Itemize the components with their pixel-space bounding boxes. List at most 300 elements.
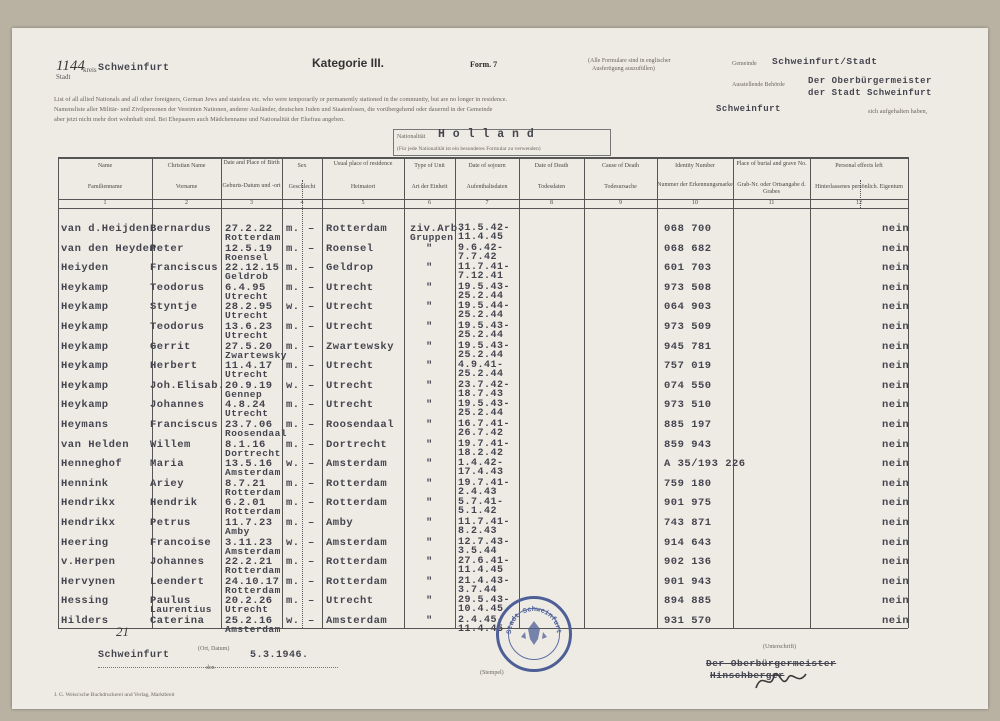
cell-sex-dash: – [308,536,315,549]
behoerde-line1: Der Oberbürgermeister [808,76,932,86]
col-header-num: 10 [692,200,698,206]
cell-sex-dash: – [308,379,315,392]
cell-sex: m. [286,399,300,412]
cell-sex: m. [286,360,300,373]
cell-unit-type: " [426,517,433,529]
cell-sojourn-from: 19.7.41- [458,477,511,489]
cell-identity-number: 601 703 [664,262,712,275]
col-header-de: Familienname [87,184,123,190]
cell-birth-place: Rotterdam [225,584,281,596]
cell-family-name: Henneghof [61,458,123,471]
col-header-num: 1 [103,200,107,206]
cell-identity-number: 757 019 [664,360,712,373]
cell-personal-effects: nein [882,438,910,451]
cell-unit-type: " [426,595,433,608]
cell-residence: Utrecht [326,595,374,608]
cell-first-name: Petrus [150,517,191,529]
cell-family-name: Heering [61,536,109,549]
cell-sojourn-to: 7.7.42 [458,251,498,263]
cell-first-name: Willem [150,438,191,451]
col-header-de: Grab-Nr. oder Ortsangabe d. Grabes [737,182,806,195]
col-header-de: Art der Einheit [411,184,448,190]
cell-birth-date: 11.4.17 [225,360,273,373]
cell-unit-type: " [426,615,433,627]
cell-sojourn-to: 18.2.42 [458,447,504,459]
stamp-text: Stadt Schweinfurt [505,605,563,635]
gemeinde-value: Schweinfurt/Stadt [772,56,878,67]
cell-sex: m. [286,223,300,235]
cell-birth-date: 11.7.23 [225,517,273,529]
cell-sex-dash: – [308,321,315,333]
cell-sex-dash: – [308,419,315,431]
col-header-de: Hinterlassenes persönlich. Eigentum [815,184,903,190]
cell-unit-type: " [426,556,433,569]
cell-birth-place: Rotterdam [225,565,281,577]
col-header-en: Usual place of residence [333,161,393,167]
cell-identity-number: 901 943 [664,575,712,588]
cell-residence: Zwartewsky [326,340,395,353]
cell-sex-dash: – [308,477,315,490]
cell-sojourn-from: 1.4.42- [458,458,504,470]
cell-personal-effects: nein [882,301,910,314]
cell-sojourn-from: 11.7.41- [458,262,511,274]
cell-birth-place: Gennep [225,388,263,400]
cell-sex: m. [286,321,300,333]
cell-sex: m. [286,438,300,451]
cell-first-name: Teodorus [150,281,205,294]
cell-residence: Roosendaal [326,419,395,431]
cell-unit-type: " [426,242,433,255]
cell-unit-type: " [426,536,433,549]
cell-personal-effects: nein [882,615,910,627]
col-header-num: 8 [550,200,553,206]
form-number-handwritten: 1144 [56,58,85,74]
cell-birth-date: 27.2.22 [225,223,273,235]
cell-family-name: Heykamp [61,379,109,392]
col-header-en: Date of Death [534,163,569,169]
col-header-num: 12 [856,200,862,206]
col-header-de: Todesursache [604,184,637,190]
cell-sex: w. [286,615,300,627]
cell-first-name: Caterina [150,615,205,627]
cell-birth-date: 4.8.24 [225,399,266,412]
intro-line-1: List of all allied Nationals and all other foreigners, German Jews and stateless etc. who were temporarily or permanently stationed in the community, but are no longer in residence. [54,96,508,103]
cell-sojourn-from: 19.5.43- [458,321,511,332]
gemeinde-label: Gemeinde [732,61,757,67]
cell-birth-place: Amby [225,526,250,537]
form-note-1: (Alle Formulare sind in englischer [588,58,671,64]
cell-sojourn-from: 11.7.41- [458,517,511,528]
cell-birth-place: Amsterdam [225,467,281,479]
cell-family-name: Heiyden [61,262,109,275]
cell-identity-number: 743 871 [664,517,712,529]
cell-sex: w. [286,458,300,471]
cell-family-name: v.Herpen [61,556,116,569]
cell-sex-dash: – [308,438,315,451]
cell-family-name: Heymans [61,419,109,431]
cell-family-name: Heykamp [61,360,109,373]
cell-family-name: Heykamp [61,321,109,333]
cell-family-name: van Helden [61,438,130,451]
cell-birth-place: Dortrecht [225,447,281,459]
cell-first-name: Ariey [150,477,185,490]
cell-family-name: Heykamp [61,340,109,353]
cell-sex-dash: – [308,223,315,235]
cell-sojourn-from: 4.9.41- [458,360,504,372]
ort-label: (Ort, Datum) [198,646,230,652]
cell-first-name: Maria [150,458,185,471]
cell-personal-effects: nein [882,497,910,510]
cell-family-name: Hennink [61,477,109,490]
cell-sojourn-from: 19.5.43- [458,340,511,352]
cell-first-name: Bernardus [150,223,212,235]
cell-family-name: Hendrikx [61,517,116,529]
cell-sojourn-to: 25.2.44 [458,408,504,420]
form-number: Form. 7 [470,60,498,69]
cell-family-name: Hendrikx [61,497,116,510]
cell-family-name: van d.Heijden [61,223,150,235]
cell-unit-type: " [426,438,433,451]
col-header-de: Aufenthaltsdaten [466,184,508,190]
cell-personal-effects: nein [882,340,910,353]
cell-unit-type-2: Gruppen [410,232,454,243]
cell-sojourn-to: 11.4.45 [458,624,504,635]
cell-birth-date: 8.1.16 [225,438,266,451]
col-header-en: Name [97,163,113,169]
cell-birth-date: 6.2.01 [225,497,266,510]
cell-identity-number: 902 136 [664,556,712,569]
cell-sex: m. [286,575,300,588]
cell-sex-dash: – [308,262,315,275]
cell-first-name: Gerrit [150,340,191,353]
cell-unit-type: " [426,497,433,510]
cell-sex-dash: – [308,301,315,314]
col-header-num: 5 [361,200,365,206]
signer-line1: Der Oberbürgermeister [706,658,837,669]
cell-birth-date: 24.10.17 [225,575,280,588]
col-header-en: Place of burial and grave No. [736,161,807,167]
cell-personal-effects: nein [882,575,910,588]
cell-residence: Utrecht [326,301,374,314]
col-header-en: Date and Place of Birth [223,160,280,166]
footer-date: 5.3.1946. [250,650,309,661]
cell-identity-number: 859 943 [664,438,712,451]
cell-birth-date: 13.6.23 [225,321,273,333]
cell-identity-number: 973 509 [664,321,712,333]
col-header-de: Geschlecht [288,184,316,190]
cell-first-name: Peter [150,242,185,255]
cell-residence: Utrecht [326,399,374,412]
nationality-value: H o l l a n d [438,128,535,141]
cell-birth-place: Utrecht [225,408,269,420]
cell-unit-type: " [426,379,433,392]
cell-birth-date: 3.11.23 [225,536,273,549]
cell-birth-place: Amsterdam [225,624,281,635]
cell-family-name: Heykamp [61,399,109,412]
cell-personal-effects: nein [882,595,910,608]
cell-unit-type: " [426,458,433,471]
cell-first-name: Leendert [150,575,205,588]
cell-first-name: Franciscus [150,419,219,431]
cell-family-name: Hessing [61,595,109,608]
cell-sojourn-to: 5.1.42 [458,506,498,518]
col-header-en: Identity Number [675,163,715,169]
cell-sojourn-from: 12.7.43- [458,536,511,548]
cell-sex-dash: – [308,615,315,627]
cell-sojourn-from: 19.5.43- [458,281,511,293]
col-header-de: Todesdaten [537,184,566,190]
cell-birth-date: 22.12.15 [225,262,280,275]
cell-birth-place: Geldrob [225,271,269,283]
col-header-num: 7 [485,200,489,206]
cell-sojourn-to: 25.2.44 [458,290,504,302]
cell-sojourn-from: 19.5.44- [458,301,511,313]
cell-personal-effects: nein [882,419,910,431]
cell-unit-type: " [426,301,433,314]
behoerde-label: Ausstellende Behörde [732,82,785,88]
nationality-label: Nationalität [397,134,426,140]
col-header-en: Cause of Death [602,163,639,169]
cell-sojourn-to: 25.2.44 [458,330,504,341]
cell-sex-dash: – [308,575,315,588]
cell-sojourn-to: 3.5.44 [458,545,498,557]
cell-sojourn-to: 11.4.45 [458,232,504,243]
cell-sex: m. [286,262,300,275]
cell-birth-date: 25.2.16 [225,615,273,627]
col-header-en: Personal effects left [835,163,883,169]
cell-family-name: van den Heyden [61,242,157,255]
intro-tail: sich aufgehalten haben, [868,108,928,115]
cell-sojourn-from: 29.5.43- [458,595,511,607]
cell-birth-place: Roosendaal [225,428,288,439]
cell-identity-number: 901 975 [664,497,712,510]
unterschrift-label: (Unterschrift) [763,644,796,650]
official-stamp [496,596,572,672]
cell-unit-type: " [426,281,433,294]
cell-sex: m. [286,497,300,510]
cell-unit-type: " [426,321,433,333]
cell-sojourn-from: 21.4.43- [458,575,511,587]
cell-identity-number: 973 508 [664,281,712,294]
cell-identity-number: 945 781 [664,340,712,353]
cell-identity-number: 973 510 [664,399,712,412]
cell-personal-effects: nein [882,379,910,392]
cell-unit-type: ziv.Arb. [410,223,465,235]
cell-unit-type: " [426,575,433,588]
intro-line-2: Namensliste aller Militär- und Zivilpersonen der Vereinten Nationen, anderer Ausländer, deutschen Juden und Staatenlosen, die vorübergehend oder dauernd in der Gemeinde [54,106,493,113]
cell-birth-date: 22.2.21 [225,556,273,569]
cell-birth-place: Rotterdam [225,232,281,243]
cell-identity-number: 068 682 [664,242,712,255]
cell-sojourn-from: 19.5.43- [458,399,511,411]
cell-unit-type: " [426,419,433,431]
cell-first-name: Styntje [150,301,198,314]
cell-birth-date: 23.7.06 [225,419,273,431]
col-header-en: Christian Name [167,163,206,169]
cell-residence: Rotterdam [326,477,388,490]
cell-residence: Geldrop [326,262,374,275]
cell-residence: Utrecht [326,379,374,392]
cell-sex: w. [286,301,300,314]
cell-unit-type: " [426,360,433,373]
cell-sex: m. [286,242,300,255]
col-header-num: 9 [619,200,622,206]
cell-sojourn-to: 18.7.43 [458,388,504,400]
col-header-num: 3 [250,200,253,206]
cell-sex: w. [286,379,300,392]
cell-sojourn-to: 17.4.43 [458,467,504,479]
cell-personal-effects: nein [882,223,910,235]
cell-unit-type: " [426,399,433,412]
cell-personal-effects: nein [882,477,910,490]
cell-sojourn-to: 26.7.42 [458,428,504,439]
cell-sex-dash: – [308,242,315,255]
cell-sojourn-to: 8.2.43 [458,526,498,537]
cell-sex: m. [286,281,300,294]
cell-residence: Rotterdam [326,223,388,235]
cell-sojourn-from: 16.7.41- [458,419,511,430]
cell-identity-number: 931 570 [664,615,712,627]
cell-sex-dash: – [308,340,315,353]
cell-identity-number: 885 197 [664,419,712,431]
cell-sojourn-to: 3.7.44 [458,584,498,596]
cell-birth-date: 8.7.21 [225,477,266,490]
cell-birth-date: 6.4.95 [225,281,266,294]
cell-sojourn-to: 25.2.44 [458,310,504,322]
cell-residence: Utrecht [326,360,374,373]
col-header-en: Sex [297,163,307,169]
col-header-num: 6 [428,200,431,206]
cell-sex: m. [286,595,300,608]
cell-birth-place: Roensel [225,251,269,263]
cell-sex: m. [286,477,300,490]
cell-first-name-2: Laurentius [150,604,213,616]
cell-identity-number: 068 700 [664,223,712,235]
footer-city: Schweinfurt [98,650,170,661]
cell-identity-number: 074 550 [664,379,712,392]
form-note-2: Ausfertigung auszufüllen) [592,66,655,72]
cell-sex: m. [286,517,300,529]
cell-unit-type: " [426,262,433,275]
cell-first-name: Joh.Elisab. [150,379,225,392]
col-header-en: Date of sojourn [468,163,506,169]
cell-family-name: Heykamp [61,301,109,314]
cell-sojourn-to: 25.2.44 [458,349,504,361]
cell-identity-number: A 35/193 226 [664,458,746,471]
cell-personal-effects: nein [882,536,910,549]
cell-sojourn-from: 27.6.41- [458,556,511,568]
cell-sex-dash: – [308,360,315,373]
cell-sojourn-from: 19.7.41- [458,438,511,450]
cell-sojourn-from: 9.6.42- [458,242,504,254]
cell-personal-effects: nein [882,321,910,333]
cell-first-name: Johannes [150,399,205,412]
cell-residence: Amby [326,517,354,529]
cell-sex-dash: – [308,399,315,412]
cell-birth-place: Rotterdam [225,506,281,518]
cell-first-name: Francoise [150,536,212,549]
stadt-label: Stadt [56,73,71,81]
cell-sojourn-from: 23.7.42- [458,379,511,391]
cell-birth-date: 13.5.16 [225,458,273,471]
cell-birth-place: Utrecht [225,290,269,302]
cell-family-name: Heykamp [61,281,109,294]
cell-sex: m. [286,340,300,353]
cell-sojourn-to: 10.4.45 [458,604,504,616]
cell-residence: Rotterdam [326,556,388,569]
cell-sex: w. [286,536,300,549]
handwritten-number: 21 [116,624,129,639]
cell-personal-effects: nein [882,360,910,373]
col-header-num: 11 [768,200,775,206]
cell-residence: Amsterdam [326,458,388,471]
cell-identity-number: 759 180 [664,477,712,490]
cell-residence: Utrecht [326,321,374,333]
cell-unit-type: " [426,340,433,353]
cell-sojourn-to: 7.12.41 [458,271,504,283]
behoerde-line2: der Stadt Schweinfurt [808,88,932,98]
cell-residence: Utrecht [326,281,374,294]
col-header-en: Type of Unit [414,163,445,169]
cell-first-name: Johannes [150,556,205,569]
col-header-num: 4 [300,200,304,206]
cell-sex: m. [286,556,300,569]
cell-sex-dash: – [308,497,315,510]
cell-personal-effects: nein [882,262,910,275]
cell-sojourn-from: 2.4.45- [458,615,504,626]
cell-birth-date: 20.2.26 [225,595,273,608]
cell-sex-dash: – [308,517,315,529]
cell-sex-dash: – [308,556,315,569]
cell-residence: Roensel [326,242,374,255]
cell-birth-date: 27.5.20 [225,340,273,353]
cell-identity-number: 894 885 [664,595,712,608]
cell-personal-effects: nein [882,556,910,569]
cell-first-name: Hendrik [150,497,198,510]
intro-city: Schweinfurt [716,104,781,114]
cell-sex-dash: – [308,595,315,608]
cell-residence: Amsterdam [326,615,388,627]
cell-birth-place: Rotterdam [225,486,281,498]
cell-personal-effects: nein [882,242,910,255]
cell-identity-number: 914 643 [664,536,712,549]
col-header-num: 2 [185,200,188,206]
den-label: den [206,665,215,671]
col-header-de: Nummer der Erkennungsmarke [657,182,733,188]
stempel-label: (Stempel) [480,670,504,676]
cell-first-name: Paulus [150,595,191,608]
cell-birth-date: 12.5.19 [225,242,273,255]
eagle-emblem-icon [521,621,547,645]
cell-birth-place: Utrecht [225,369,269,381]
cell-residence: Amsterdam [326,536,388,549]
cell-residence: Dortrecht [326,438,388,451]
cell-personal-effects: nein [882,458,910,471]
cell-sex: m. [286,419,300,431]
date-line [98,667,338,668]
cell-birth-place: Utrecht [225,330,269,341]
signer-line2: Hinschberger [710,670,785,681]
cell-sojourn-from: 5.7.41- [458,497,504,509]
col-header-de: Geburts-Datum und -ort [222,183,281,189]
cell-birth-place: Zwartewsky [225,349,288,361]
kreis-label: kreis [83,66,97,74]
signature-scribble [752,662,812,696]
cell-sojourn-to: 2.4.43 [458,486,498,498]
cell-sex-dash: – [308,281,315,294]
cell-family-name: Hervynen [61,575,116,588]
cell-unit-type: " [426,477,433,490]
